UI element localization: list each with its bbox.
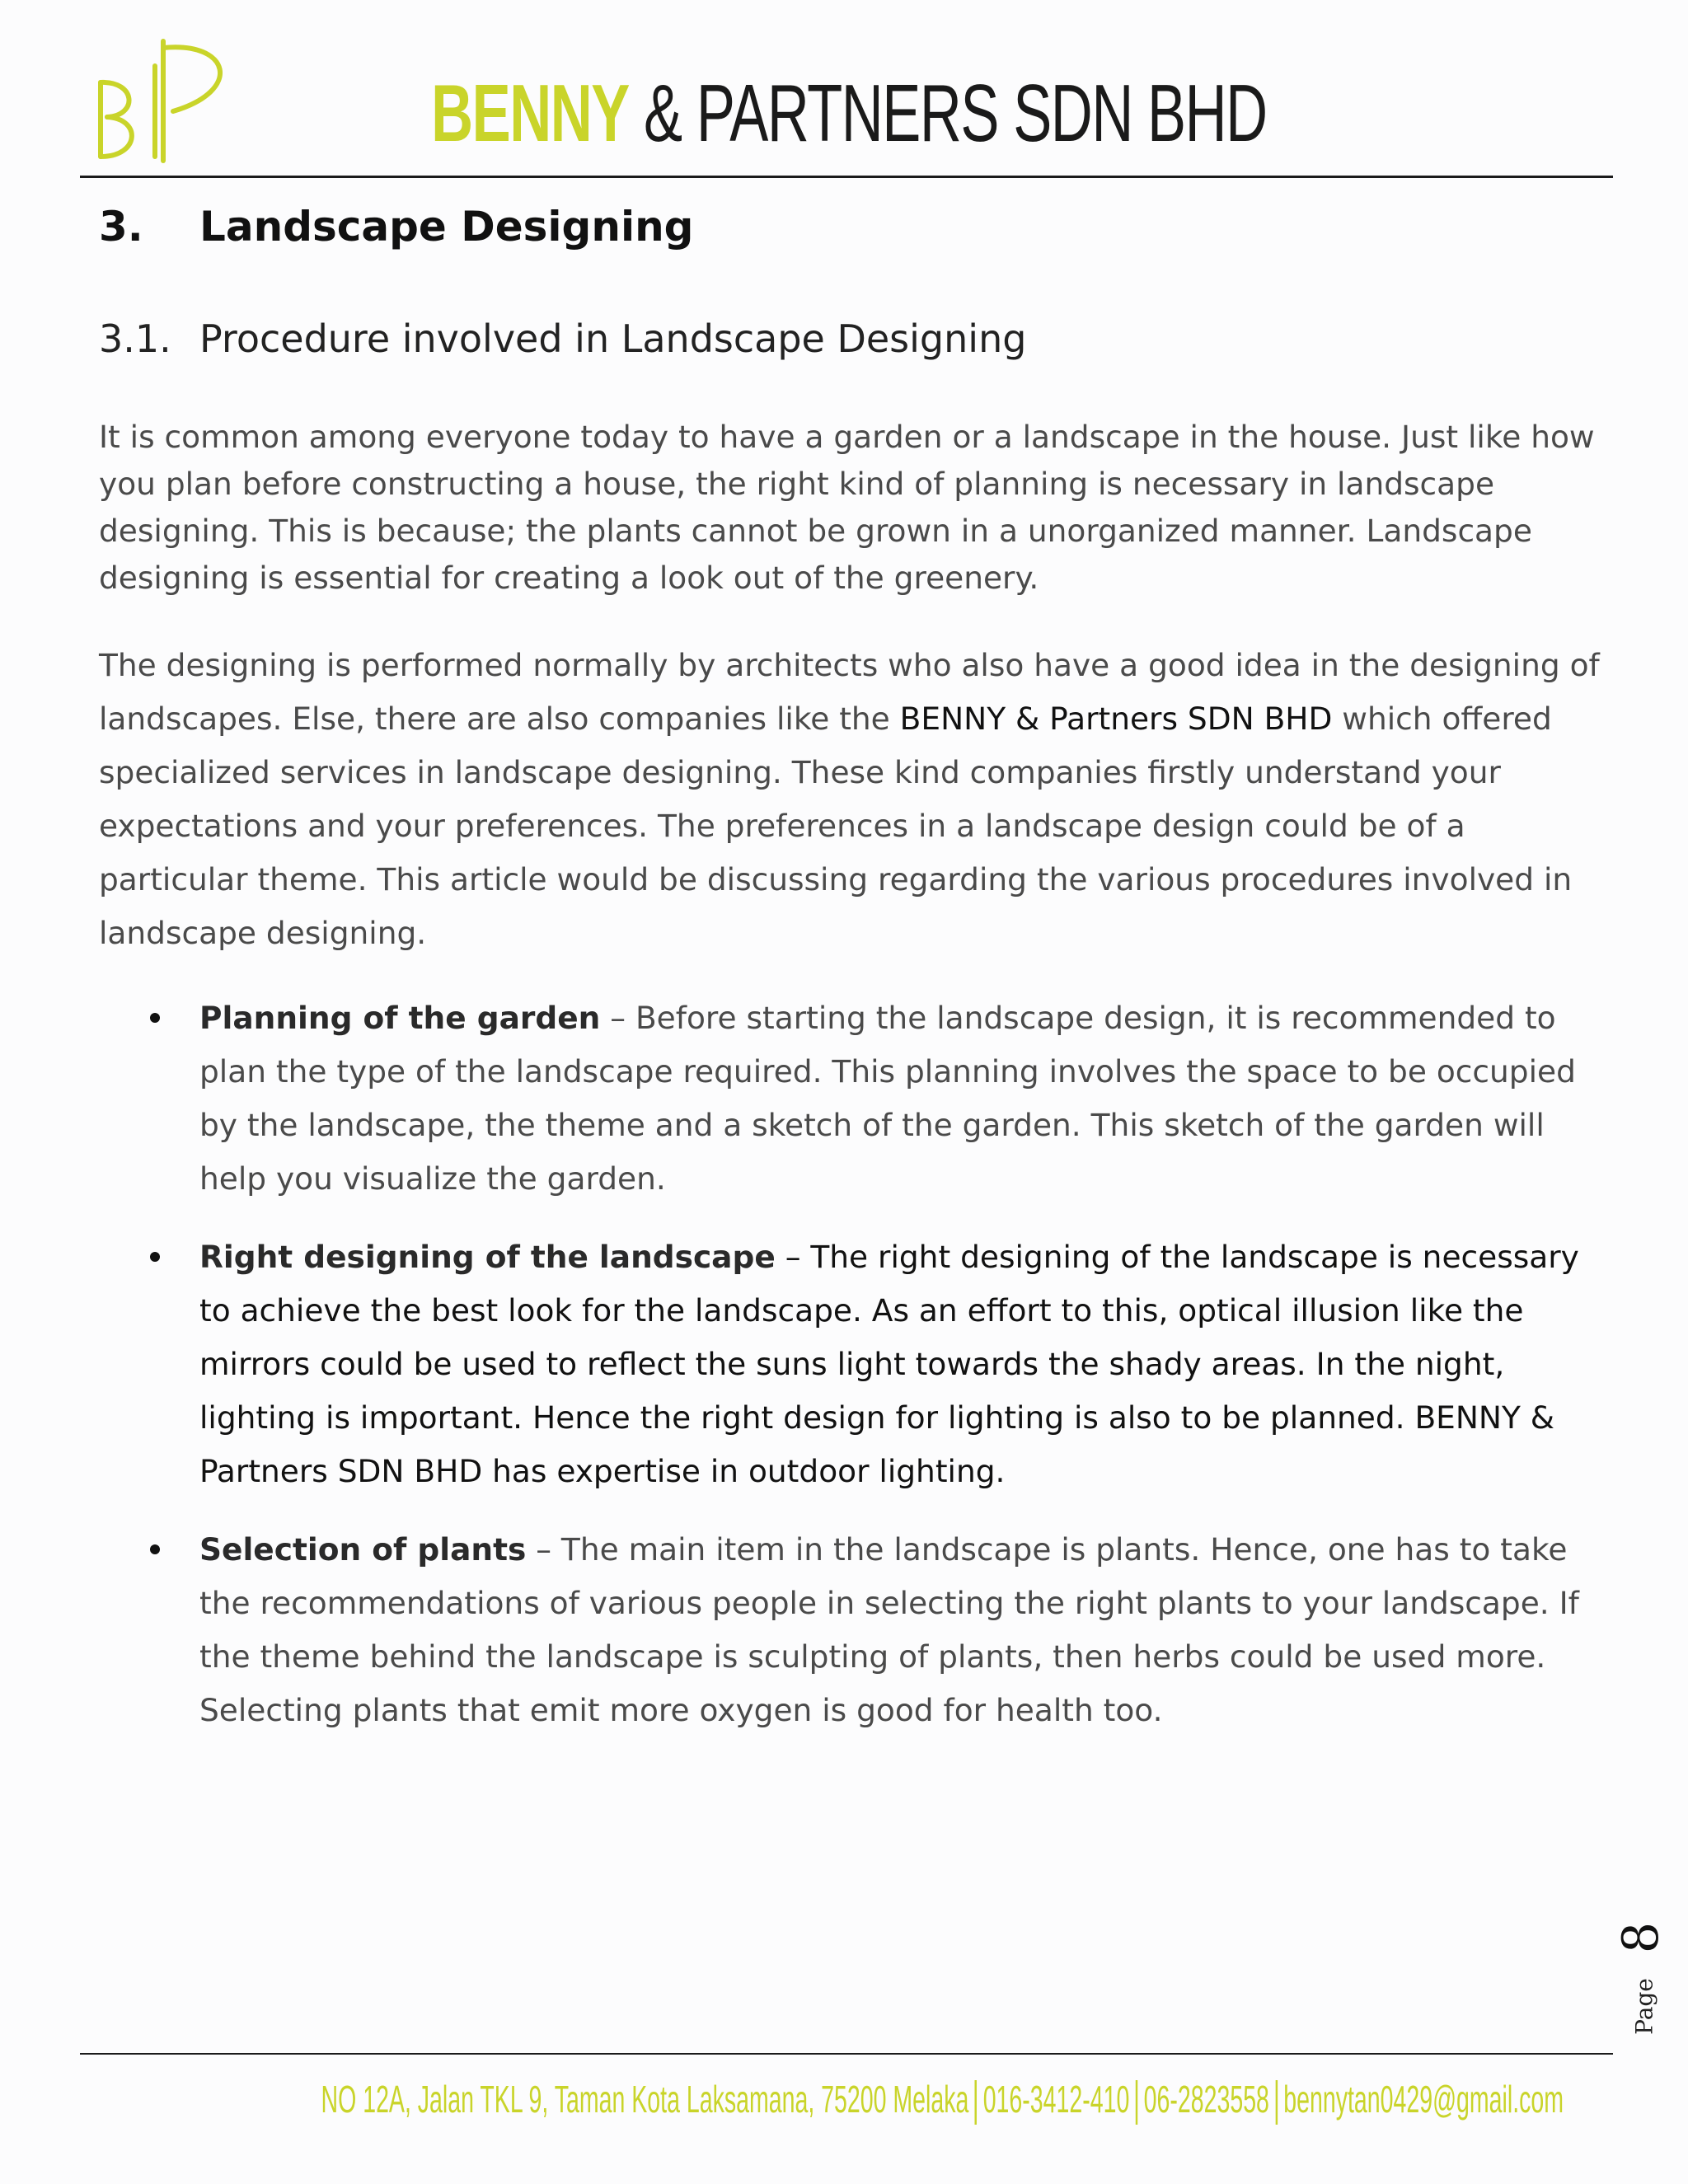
- section-title: Landscape Designing: [199, 203, 694, 251]
- company-name-accent: BENNY: [431, 68, 629, 158]
- footer-contact: [321, 2070, 1564, 2128]
- page-number: [1612, 1920, 1688, 2036]
- bullet-icon: [150, 1013, 160, 1023]
- footer-separator: [1275, 2080, 1277, 2125]
- footer-separator: [975, 2080, 977, 2125]
- footer-phone: 06-2823558: [1143, 2078, 1269, 2121]
- list-item: [99, 991, 1607, 1206]
- intro-paragraph: It is common among everyone today to have a garden or a landscape in the house. Just like how you plan before constructing a house, the right kind of planning is necessary in landscape designing. This is because; the plants cannot be grown in a unorganized manner. Landscape designing is essential for creating a look out of the greenery.: [99, 419, 1595, 596]
- subsection-heading: [99, 312, 1607, 366]
- footer-mobile: 016-3412-410: [982, 2078, 1130, 2121]
- list-item-title: Selection of plants: [199, 1530, 527, 1568]
- header-divider: [80, 176, 1613, 178]
- company-name: [241, 68, 1457, 158]
- description-text-end: which offered specialized services in landscape designing. These kind companies firstly understand your expectations and your preferences. The preferences in a landscape design could be of a particular theme. This article would be discussing regarding the various procedures involved in landscape designing.: [99, 701, 1573, 951]
- footer-separator: [1136, 2080, 1137, 2125]
- list-item-text: – The right designing of the landscape is necessary to achieve the best look for the landscape. As an effort to this, optical illusion like the mirrors could be used to reflect the suns light towards the shady areas. In the night, lighting is important. Hence the right design for lighting is also to be planned. BENNY & Partners SDN BHD has expertise in outdoor lighting.: [199, 1238, 1579, 1489]
- footer-email[interactable]: bennytan0429@gmail.com: [1283, 2078, 1564, 2121]
- bullet-icon: [150, 1544, 160, 1554]
- list-item-title: Planning of the garden: [199, 999, 601, 1036]
- list-item: [99, 1523, 1607, 1737]
- subsection-number: 3.1.: [99, 316, 171, 361]
- list-item-text: – Before starting the landscape design, it is recommended to plan the type of the landscape required. This planning involves the space to be occupied by the landscape, the theme and a sketch of the garden. This sketch of the garden will help you visualize the garden.: [199, 999, 1576, 1197]
- company-mention: BENNY & Partners SDN BHD: [899, 701, 1333, 737]
- page-content: [99, 198, 1607, 1762]
- procedure-list: [99, 991, 1607, 1737]
- list-item-text: – The main item in the landscape is plants. Hence, one has to take the recommendations of various people in selecting the right plants to your landscape. If the theme behind the landscape is sculpting of plants, then herbs could be used more. Selecting plants that emit more oxygen is good for health too.: [199, 1530, 1579, 1728]
- list-item-title: Right designing of the landscape: [199, 1238, 776, 1275]
- section-number: 3.: [99, 203, 143, 251]
- bp-logo: [91, 33, 256, 169]
- description-paragraph: [99, 639, 1607, 960]
- company-name-rest: & PARTNERS SDN BHD: [628, 68, 1267, 158]
- footer-divider: [80, 2053, 1613, 2055]
- subsection-title: Procedure involved in Landscape Designing: [199, 316, 1027, 361]
- page-number-value: 8: [1612, 1921, 1671, 1954]
- footer-address: NO 12A, Jalan TKL 9, Taman Kota Laksamana, 75200 Melaka: [321, 2078, 969, 2121]
- section-heading: [99, 198, 1607, 255]
- page-number-label: Page: [1630, 1978, 1658, 2035]
- list-item: [99, 1230, 1607, 1498]
- description-text-start: The designing is performed normally by architects who also have a good idea in the designing of landscapes. Else, there are also companies like the: [99, 647, 1600, 737]
- bullet-icon: [150, 1252, 160, 1262]
